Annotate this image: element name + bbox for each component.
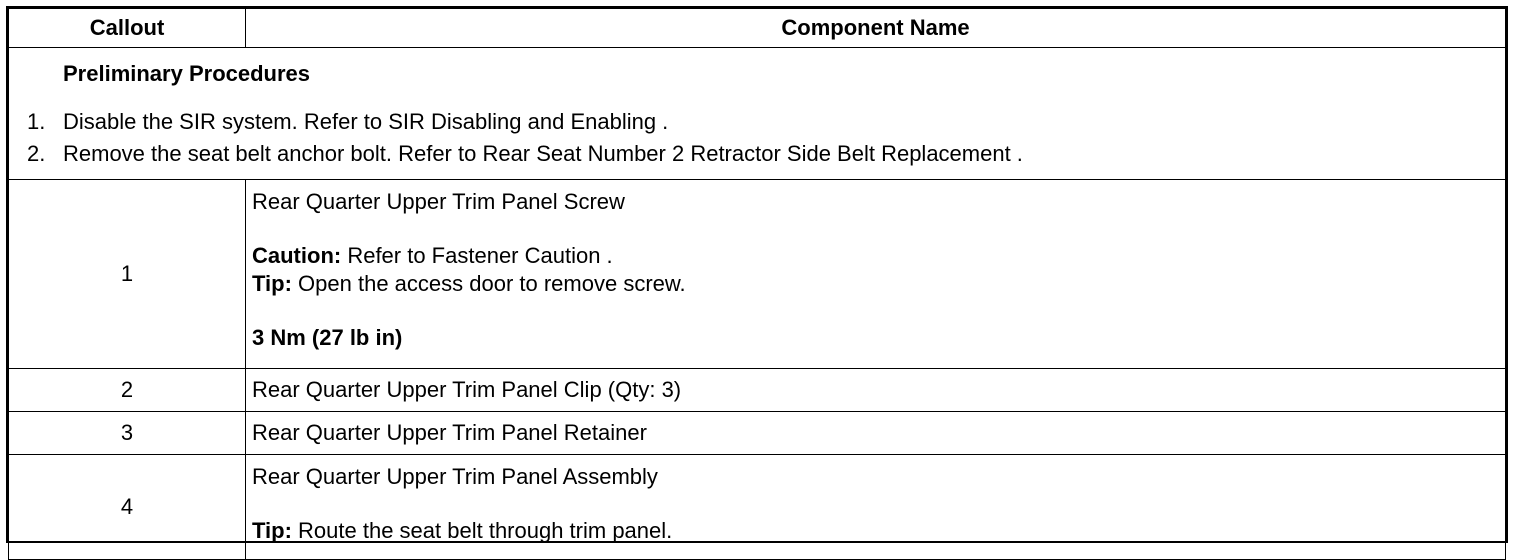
tip-text: Route the seat belt through trim panel. <box>291 518 673 543</box>
spacer <box>252 491 1505 517</box>
tip-text: Open the access door to remove screw. <box>291 271 686 296</box>
step-text: Disable the SIR system. Refer to SIR Disabling and Enabling . <box>63 109 669 135</box>
callout-header: Callout <box>9 9 246 48</box>
tip-line <box>252 517 1505 545</box>
table-row <box>9 412 1506 455</box>
preliminary-title: Preliminary Procedures <box>63 61 311 86</box>
callout-cell: 2 <box>9 369 246 412</box>
caution-label: Caution: <box>252 243 342 268</box>
spacer <box>252 216 1505 242</box>
callout-cell: 1 <box>9 180 246 369</box>
component-name: Rear Quarter Upper Trim Panel Assembly <box>252 464 658 489</box>
step-number: 1. <box>27 109 46 135</box>
component-name: Rear Quarter Upper Trim Panel Clip (Qty: 3) <box>246 369 1506 412</box>
header-row <box>9 9 1506 48</box>
preliminary-step <box>9 138 1505 170</box>
preliminary-steps <box>9 106 1505 170</box>
step-number: 2. <box>27 141 46 167</box>
spacer <box>252 298 1505 324</box>
component-name: Rear Quarter Upper Trim Panel Retainer <box>246 412 1506 455</box>
table-row <box>9 180 1506 369</box>
callout-cell: 4 <box>9 455 246 560</box>
caution-text: Refer to Fastener Caution . <box>341 243 613 268</box>
tip-line <box>252 270 1505 298</box>
tip-label: Tip: <box>252 271 292 296</box>
step-text: Remove the seat belt anchor bolt. Refer to Rear Seat Number 2 Retractor Side Belt Replacement . <box>63 141 1023 167</box>
table-row <box>9 455 1506 560</box>
component-name-header: Component Name <box>246 9 1506 48</box>
callout-cell: 3 <box>9 412 246 455</box>
preliminary-step <box>9 106 1505 138</box>
torque-spec: 3 Nm (27 lb in) <box>252 325 403 350</box>
procedure-table-frame <box>6 6 1508 543</box>
component-cell <box>246 455 1506 560</box>
procedure-table <box>8 8 1506 560</box>
component-name: Rear Quarter Upper Trim Panel Screw <box>252 189 625 214</box>
preliminary-row <box>9 48 1506 180</box>
tip-label: Tip: <box>252 518 292 543</box>
table-row <box>9 369 1506 412</box>
component-cell <box>246 180 1506 369</box>
preliminary-cell <box>9 48 1506 180</box>
caution-line <box>252 242 1505 270</box>
